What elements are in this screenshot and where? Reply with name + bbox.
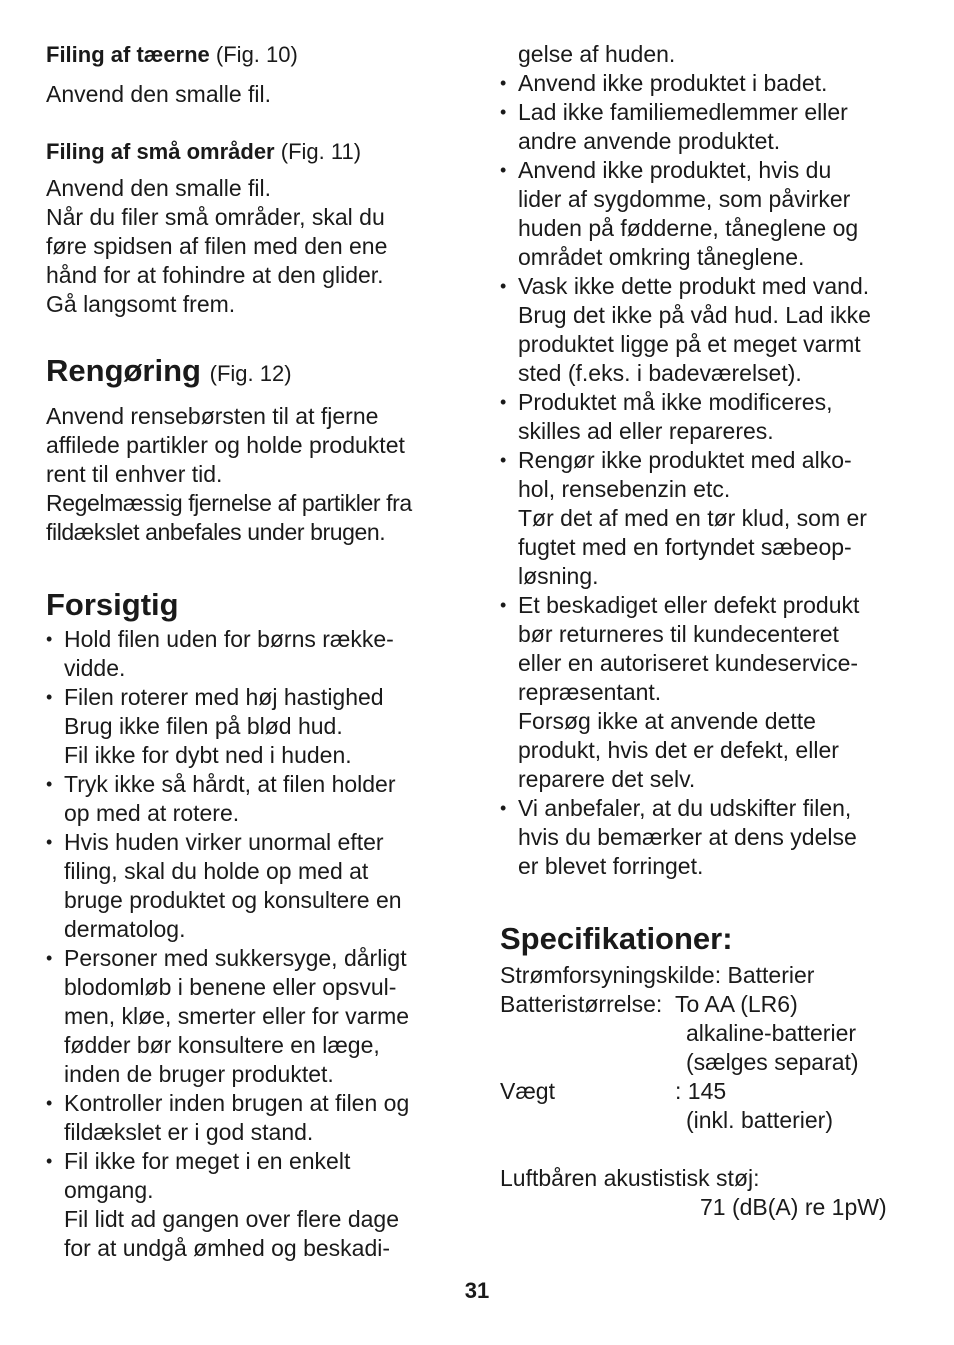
text-line: føre spidsen af filen med den ene xyxy=(46,233,388,259)
text-line: Brug ikke filen på blød hud. xyxy=(64,713,343,739)
list-item xyxy=(500,272,920,388)
text-line: • Anvend ikke produktet, hvis du xyxy=(518,157,832,183)
figure-ref: (Fig. 12) xyxy=(209,361,292,386)
list-item xyxy=(500,446,920,591)
text-line: produktet ligge på et meget varmt xyxy=(518,331,861,357)
text-line: Fil lidt ad gangen over flere dage xyxy=(64,1206,399,1232)
spec-value-line: (sælges separat) xyxy=(686,1049,859,1075)
text-line: fugtet med en fortyndet sæbeop- xyxy=(518,534,852,560)
text-line: • Hold filen uden for børns række- xyxy=(64,626,394,652)
spec-noise-label: Luftbåren akustistisk støj: xyxy=(500,1165,760,1191)
spec-value-line: (inkl. batterier) xyxy=(686,1107,833,1133)
spec-value: : 145 xyxy=(675,1078,727,1104)
text-line: • Personer med sukkersyge, dårligt xyxy=(64,945,407,971)
text-line: huden på fødderne, tåneglene og xyxy=(518,215,859,241)
spec-label: Batteristørrelse: xyxy=(500,991,663,1017)
text-line: Anvend den smalle fil. xyxy=(46,175,272,201)
list-item xyxy=(500,156,920,272)
caution-list xyxy=(46,625,456,1263)
list-item xyxy=(500,388,920,446)
text-line: men, kløe, smerter eller for varme xyxy=(64,1003,410,1029)
text-line: lider af sygdomme, som påvirker xyxy=(518,186,851,212)
text-line: løsning. xyxy=(518,563,599,589)
list-item xyxy=(46,944,456,1089)
continued-line: gelse af huden. xyxy=(518,41,676,67)
section-title: Filing af små områder xyxy=(46,139,275,164)
section-small-areas-body xyxy=(46,174,456,319)
left-column xyxy=(46,40,456,1263)
text-line: • Lad ikke familiemedlemmer eller xyxy=(518,99,848,125)
list-item xyxy=(500,591,920,794)
spec-power: Strømforsyningskilde: Batterier xyxy=(500,962,815,988)
text-line: Brug det ikke på våd hud. Lad ikke xyxy=(518,302,871,328)
text-line: for at undgå ømhed og beskadi- xyxy=(64,1235,391,1261)
list-item xyxy=(500,69,920,98)
list-item xyxy=(46,625,456,683)
text-line: fildækslet er i god stand. xyxy=(64,1119,314,1145)
text-line: fødder bør konsultere en læge, xyxy=(64,1032,380,1058)
text-line: Gå langsomt frem. xyxy=(46,291,236,317)
text-line: hvis du bemærker at dens ydelse xyxy=(518,824,857,850)
text-line: Fil ikke for dybt ned i huden. xyxy=(64,742,352,768)
list-item xyxy=(46,828,456,944)
specifications-heading: Specifikationer: xyxy=(500,921,733,956)
text-line: Forsøg ikke at anvende dette xyxy=(518,708,816,734)
list-item xyxy=(46,1089,456,1147)
text-line: • Et beskadiget eller defekt produkt xyxy=(518,592,860,618)
list-item xyxy=(46,1147,456,1263)
specifications-body xyxy=(500,961,920,1222)
text-line: fildækslet anbefales under brugen. xyxy=(46,519,386,545)
text-line: skilles ad eller repareres. xyxy=(518,418,774,444)
cleaning-heading xyxy=(46,353,456,392)
text-line: hånd for at fohindre at den glider. xyxy=(46,262,384,288)
text-line: • Vask ikke dette produkt med vand. xyxy=(518,273,870,299)
text-line: • Anvend ikke produktet i badet. xyxy=(518,70,828,96)
text-line: blodomløb i benene eller opsvul- xyxy=(64,974,397,1000)
text-line: • Tryk ikke så hårdt, at filen holder xyxy=(64,771,396,797)
text-line: • Hvis huden virker unormal efter xyxy=(64,829,384,855)
text-line: • Kontroller inden brugen at filen og xyxy=(64,1090,410,1116)
caution-heading: Forsigtig xyxy=(46,587,179,622)
text-line: op med at rotere. xyxy=(64,800,240,826)
text-line: inden de bruger produktet. xyxy=(64,1061,334,1087)
list-item xyxy=(500,98,920,156)
section-title: Filing af tæerne xyxy=(46,42,210,67)
text-line: • Produktet må ikke modificeres, xyxy=(518,389,833,415)
spec-battery xyxy=(500,990,920,1019)
text-line: • Filen roterer med høj hastighed xyxy=(64,684,384,710)
text-line: filing, skal du holde op med at xyxy=(64,858,369,884)
page-number: 31 xyxy=(464,1278,490,1303)
text-line: produkt, hvis det er defekt, eller xyxy=(518,737,839,763)
text-line: hol, rensebenzin etc. xyxy=(518,476,731,502)
text-line: • Rengør ikke produktet med alko- xyxy=(518,447,852,473)
text-line: Anvend rensebørsten til at fjerne xyxy=(46,403,379,429)
figure-ref: (Fig. 10) xyxy=(215,42,298,67)
list-item xyxy=(500,794,920,881)
section-small-areas-heading xyxy=(46,137,456,166)
cleaning-body xyxy=(46,402,456,547)
paragraph: Anvend den smalle fil. xyxy=(46,81,272,107)
text-line: reparere det selv. xyxy=(518,766,696,792)
figure-ref: (Fig. 11) xyxy=(280,139,362,164)
spec-weight xyxy=(500,1077,920,1106)
text-line: eller en autoriseret kundeservice- xyxy=(518,650,859,676)
text-line: Tør det af med en tør klud, som er xyxy=(518,505,867,531)
text-line: bruge produktet og konsultere en xyxy=(64,887,402,913)
text-line: dermatolog. xyxy=(64,916,186,942)
spec-value: To AA (LR6) xyxy=(675,991,798,1017)
text-line: rent til enhver tid. xyxy=(46,461,223,487)
text-line: repræsentant. xyxy=(518,679,662,705)
text-line: vidde. xyxy=(64,655,126,681)
section-toe-filing-heading xyxy=(46,40,456,69)
text-line: Når du filer små områder, skal du xyxy=(46,204,385,230)
text-line: affilede partikler og holde produktet xyxy=(46,432,405,458)
text-line: omgang. xyxy=(64,1177,154,1203)
text-line: Regelmæssig fjernelse af partikler fra xyxy=(46,490,412,516)
list-item xyxy=(46,770,456,828)
text-line: er blevet forringet. xyxy=(518,853,704,879)
caution-list-continued xyxy=(500,69,920,881)
text-line: • Vi anbefaler, at du udskifter filen, xyxy=(518,795,852,821)
list-item xyxy=(46,683,456,770)
right-column xyxy=(500,40,920,1222)
spec-label: Vægt xyxy=(500,1078,555,1104)
text-line: andre anvende produktet. xyxy=(518,128,781,154)
text-line: sted (f.eks. i badeværelset). xyxy=(518,360,802,386)
text-line: området omkring tåneglene. xyxy=(518,244,805,270)
spec-noise-value: 71 (dB(A) re 1pW) xyxy=(700,1194,887,1220)
spec-value-line: alkaline-batterier xyxy=(686,1020,857,1046)
heading-title: Rengøring xyxy=(46,353,201,388)
text-line: bør returneres til kundecenteret xyxy=(518,621,839,647)
text-line: • Fil ikke for meget i en enkelt xyxy=(64,1148,351,1174)
